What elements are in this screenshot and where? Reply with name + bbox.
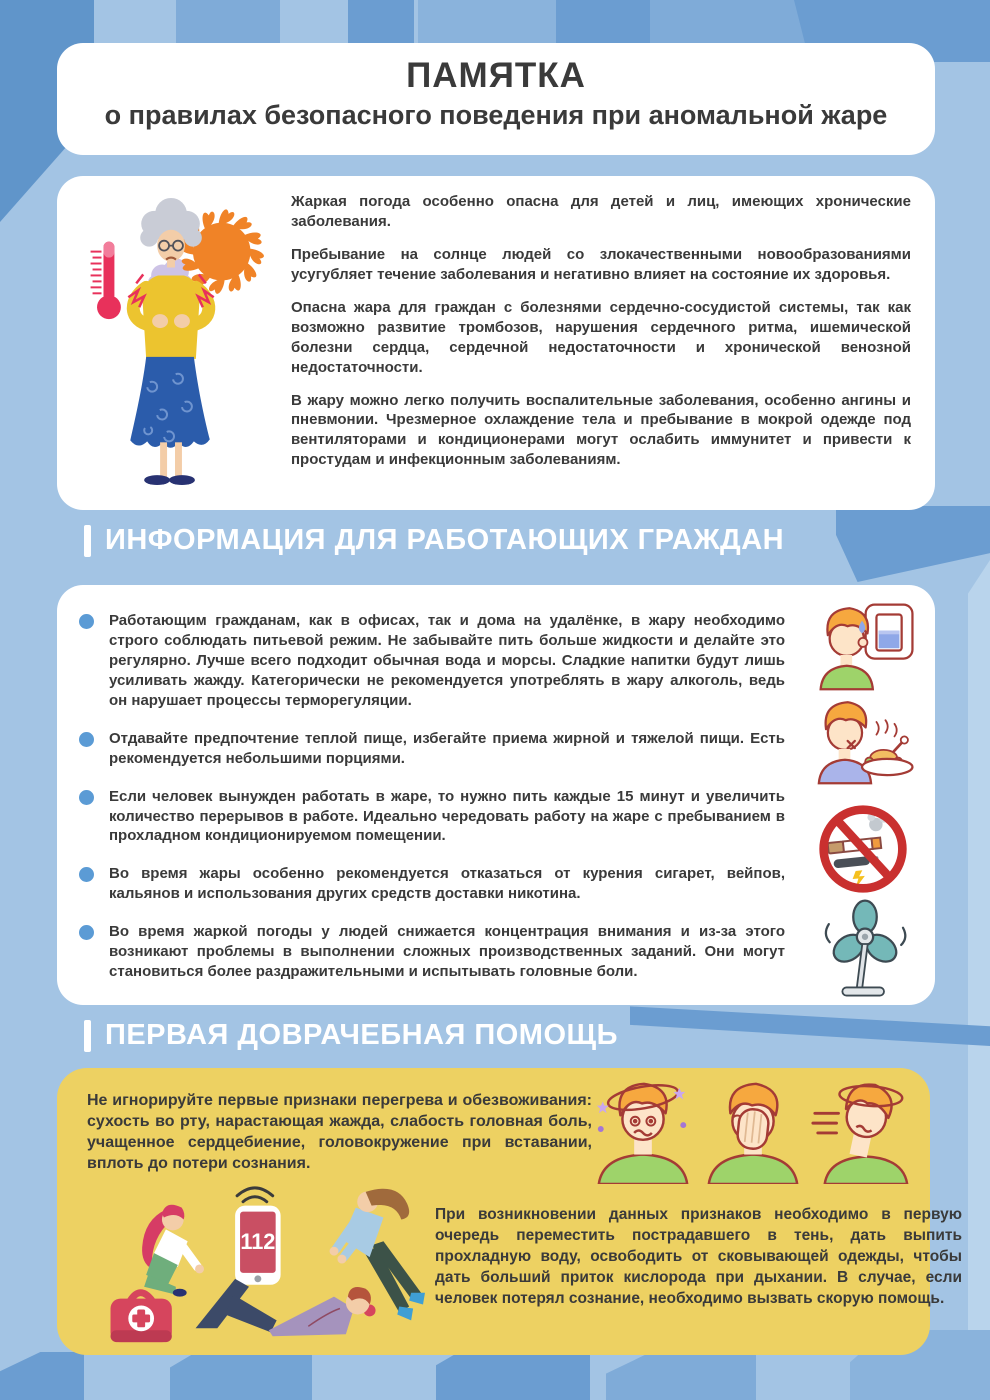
drinking-water-icon [815, 601, 919, 696]
thermometer-icon [91, 242, 121, 319]
intro-paragraph: Пребывание на солнце людей со злокачественными новообразованиями усугубляет течение заболевания и негативно влияет на состояние их здоровья. [291, 245, 911, 283]
helper-kneeling [142, 1205, 204, 1297]
list-item: Если человек вынужден работать в жаре, то нужно пить каждые 15 минут и увеличить количество перерывов в работе. Идеально чередовать работу на жаре с пребыванием в прохладном кондиционируемом помещении. [79, 787, 785, 847]
first-aid-card [57, 1068, 962, 1355]
fan-icon [815, 897, 919, 1006]
background-shape [968, 560, 990, 1400]
title-bar [84, 1020, 91, 1052]
first-aid-scene-illustration [67, 1176, 425, 1354]
background-shape [0, 1352, 84, 1400]
overheated-elderly-woman-illustration [69, 192, 281, 500]
bullet-dot [79, 614, 94, 629]
list-item: Отдавайте предпочтение теплой пище, избегайте приема жирной и тяжелой пищи. Есть рекомендуется небольшими порциями. [79, 729, 785, 769]
background-shape [836, 506, 990, 582]
header-card [57, 43, 935, 155]
intro-card [57, 176, 935, 510]
intro-paragraph: В жару можно легко получить воспалительные заболевания, особенно ангины и пневмонии. Чрезмерное охлаждение тела и пребывание в мокрой одежде под вентиляторами и кондиционерами могут ослабить иммунитет и привести к простудам и инфекционным заболеваниям. [291, 391, 911, 469]
first-aid-kit-icon [111, 1293, 172, 1342]
section-title-text: ИНФОРМАЦИЯ ДЛЯ РАБОТАЮЩИХ ГРАЖДАН [105, 524, 785, 556]
section-title-first-aid [84, 1019, 618, 1052]
intro-paragraph: Жаркая погода особенно опасна для детей и лиц, имеющих хронические заболевания. [291, 193, 911, 230]
no-smoking-icon [815, 801, 919, 902]
intro-paragraph: Опасна жара для граждан с болезнями сердечно-сосудистой системы, так как возможно развитие тромбозов, нарушения сердечного ритма, ишемической болезни сердца, сердечной недостаточности и хронической венозной недостаточности. [291, 298, 911, 376]
intro-text [291, 192, 911, 500]
weakness-icon [810, 1074, 916, 1184]
list-item: Во время жаркой погоды у людей снижается концентрация внимания и из-за этого возникают проблемы в выполнении сложных производственных заданий. Они могут становиться более раздражительными и испытывать головные боли. [79, 922, 785, 982]
bullet-dot [79, 867, 94, 882]
first-aid-advice-text: При возникновении данных признаков необходимо в первую очередь переместить пострадавшего в тень, дать выпить прохладную воду, освободить от сковывающей одежды, чтобы дать больший приток кислорода при дыхании. В случае, если человек потерял сознание, необходимо вызвать скорую помощь. [435, 1206, 962, 1308]
emergency-phone-112 [235, 1188, 280, 1285]
bullet-dot [79, 925, 94, 940]
face-covering-icon [700, 1074, 806, 1184]
list-item: Во время жары особенно рекомендуется отказаться от курения сигарет, вейпов, кальянов и использования других средств доставки никотина. [79, 864, 785, 904]
background-shape [606, 1352, 756, 1400]
title-bar [84, 525, 91, 557]
symptom-icons [590, 1074, 916, 1184]
bullet-dot [79, 732, 94, 747]
working-info-card [57, 585, 935, 1005]
avoid-heavy-food-icon [815, 695, 919, 790]
emergency-number: 112 [240, 1229, 276, 1255]
poster-title: ПАМЯТКА [406, 56, 586, 95]
section-title-text: ПЕРВАЯ ДОВРАЧЕБНАЯ ПОМОЩЬ [105, 1019, 618, 1051]
dizziness-icon [590, 1074, 696, 1184]
list-item: Работающим гражданам, как в офисах, так и дома на удалёнке, в жару необходимо строго соблюдать питьевой режим. Не забывайте пить больше жидкости и делайте это регулярно. Лучше всего подходит обычная вода и морсы. Сладкие напитки будут лишь усиливать жажду. Категорически не рекомендуется употреблять в жару алкоголь, ведь он нарушает процессы терморегуляции. [79, 611, 785, 711]
poster-subtitle: о правилах безопасного поведения при аномальной жаре [104, 100, 888, 130]
helper-bending [330, 1189, 425, 1321]
first-aid-warning-text: Не игнорируйте первые признаки перегрева и обезвоживания: сухость во рту, нарастающая жажда, слабость головная боль, учащенное сердцебиение, головокружение при вставании, вплоть до потери сознания. [87, 1092, 592, 1173]
background-shape [630, 1002, 990, 1046]
bullet-dot [79, 790, 94, 805]
section-title-working [84, 524, 784, 557]
elderly-woman-figure [128, 198, 213, 485]
unconscious-person [196, 1279, 376, 1336]
